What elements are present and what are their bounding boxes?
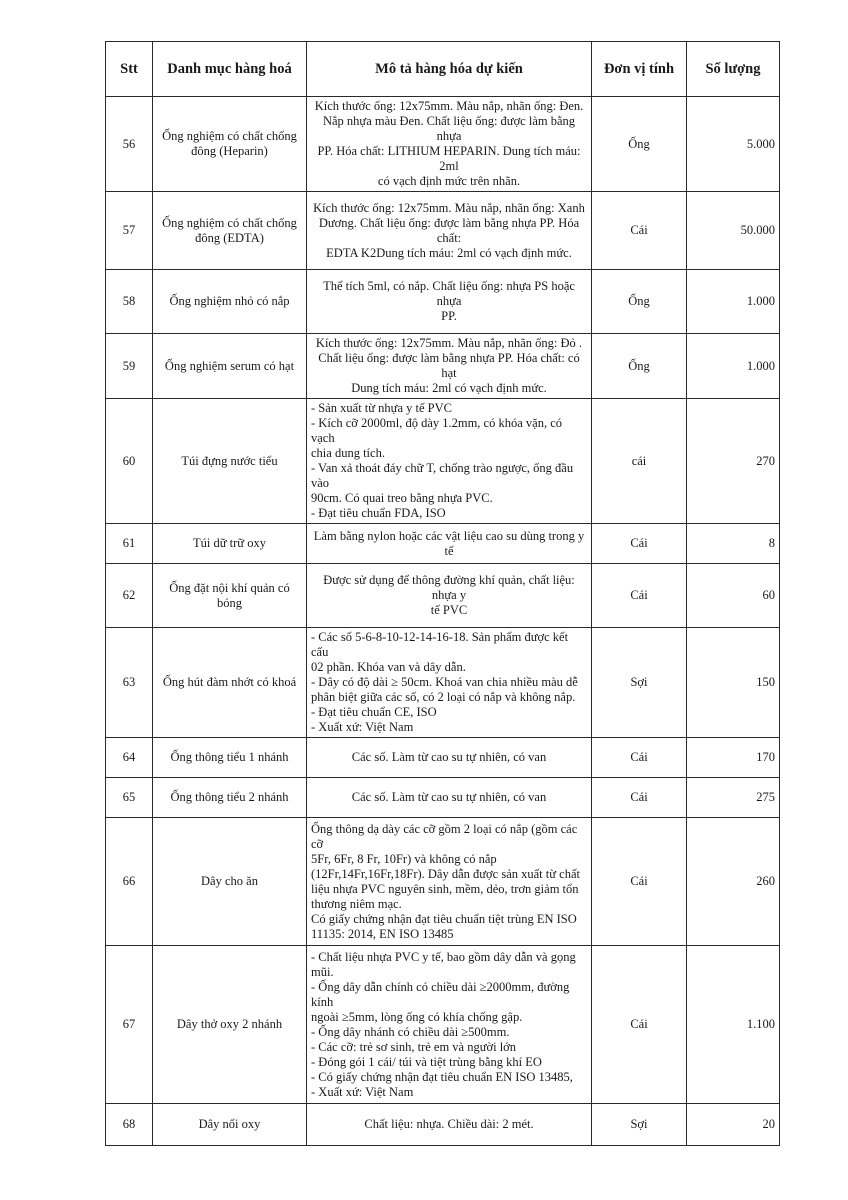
header-description: Mô tả hàng hóa dự kiến [307, 42, 592, 97]
description-line: Được sử dụng để thông đường khí quản, chất liệu: nhựa y [323, 573, 575, 602]
row-unit: Sợi [592, 1104, 687, 1146]
row-stt: 60 [106, 399, 153, 524]
row-quantity: 275 [687, 778, 780, 818]
row-quantity: 1.000 [687, 334, 780, 399]
description-line: EDTA K2Dung tích máu: 2ml có vạch định mức. [326, 245, 572, 260]
row-quantity: 20 [687, 1104, 780, 1146]
description-line: Thể tích 5ml, có nắp. Chất liệu ống: nhựa PS hoặc nhựa [323, 279, 575, 308]
row-item-name: Ống thông tiểu 2 nhánh [153, 778, 307, 818]
table-row [106, 192, 780, 270]
row-quantity: 50.000 [687, 192, 780, 270]
table-row [106, 778, 780, 818]
goods-table [105, 41, 780, 1146]
description-line: - Kích cỡ 2000ml, độ dày 1.2mm, có khóa vặn, có vạch [311, 416, 563, 445]
description-line: Dung tích máu: 2ml có vạch định mức. [351, 381, 547, 395]
description-line: thương niêm mạc. [311, 896, 402, 911]
description-line: Có giấy chứng nhận đạt tiêu chuẩn tiệt trùng EN ISO [311, 911, 577, 926]
row-item-name: Dây cho ăn [153, 818, 307, 946]
row-quantity: 150 [687, 628, 780, 738]
row-stt: 63 [106, 628, 153, 738]
description-line: Kích thước ống: 12x75mm. Màu nắp, nhãn ống: Đỏ . [315, 336, 583, 350]
description-line: 02 phần. Khóa van và dây dẫn. [311, 660, 466, 674]
description-line: Chất liệu: nhựa. Chiều dài: 2 mét. [364, 1117, 534, 1131]
description-line: có vạch định mức trên nhãn. [377, 174, 521, 188]
description-line: - Đóng gói 1 cái/ túi và tiệt trùng bằng khí EO [311, 1054, 542, 1069]
table-row [106, 946, 780, 1104]
row-description [307, 97, 592, 192]
row-quantity: 5.000 [687, 97, 780, 192]
row-item-name: Ống nghiệm nhỏ có nắp [153, 270, 307, 334]
header-quantity: Số lượng [687, 42, 780, 97]
row-item-name: Túi dữ trữ oxy [153, 524, 307, 564]
description-line: 5Fr, 6Fr, 8 Fr, 10Fr) và không có nắp [311, 851, 497, 866]
description-line: - Các số 5-6-8-10-12-14-16-18. Sản phẩm được kết cấu [311, 630, 569, 659]
description-line: - Sản xuất từ nhựa y tế PVC [311, 401, 452, 415]
row-item-name: Ống nghiệm có chất chống đông (Heparin) [153, 97, 307, 192]
table-row [106, 97, 780, 192]
description-line: - Đạt tiêu chuẩn FDA, ISO [311, 506, 446, 520]
row-item-name: Dây nối oxy [153, 1104, 307, 1146]
row-unit: Cái [592, 946, 687, 1104]
row-description [307, 399, 592, 524]
description-line: Kích thước ống: 12x75mm. Màu nắp, nhãn ống: Đen. [314, 99, 584, 113]
header-category: Danh mục hàng hoá [153, 42, 307, 97]
row-stt: 62 [106, 564, 153, 628]
row-item-name: Ống hút đàm nhớt có khoá [153, 628, 307, 738]
row-quantity: 270 [687, 399, 780, 524]
description-line: Làm bằng nylon hoặc các vật liệu cao su dùng trong y tế [313, 528, 585, 558]
row-description [307, 192, 592, 270]
description-line: Nắp nhựa màu Đen. Chất liệu ống: được làm bằng nhựa [322, 114, 576, 143]
description-line: Ống thông dạ dày các cỡ gồm 2 loại có nắp (gồm các cỡ [311, 821, 578, 851]
row-description [307, 564, 592, 628]
description-line: - Ống dây nhánh có chiều dài ≥500mm. [311, 1024, 510, 1039]
description-line: liệu nhựa PVC nguyên sinh, mềm, dẻo, trơn giảm tổn [311, 881, 579, 896]
row-unit: Cái [592, 564, 687, 628]
table-row [106, 1104, 780, 1146]
description-line: chia dung tích. [311, 446, 385, 460]
description-line: 11135: 2014, EN ISO 13485 [311, 926, 454, 941]
description-line: Kích thước ống: 12x75mm. Màu nắp, nhãn ống: Xanh [313, 200, 585, 215]
row-stt: 57 [106, 192, 153, 270]
description-line: - Van xả thoát đáy chữ T, chống trào ngược, ống đầu vào [311, 461, 574, 490]
table-header-row [106, 42, 780, 97]
description-line: - Chất liệu nhựa PVC y tế, bao gồm dây dẫn và gọng mũi. [311, 949, 576, 979]
description-line: - Ống dây dẫn chính có chiều dài ≥2000mm, đường kính [311, 979, 570, 1009]
table-row [106, 564, 780, 628]
row-stt: 68 [106, 1104, 153, 1146]
row-quantity: 8 [687, 524, 780, 564]
row-quantity: 1.100 [687, 946, 780, 1104]
row-description [307, 628, 592, 738]
header-stt: Stt [106, 42, 153, 97]
row-unit: Ống [592, 334, 687, 399]
row-stt: 65 [106, 778, 153, 818]
row-stt: 66 [106, 818, 153, 946]
row-description [307, 270, 592, 334]
row-item-name: Túi đựng nước tiểu [153, 399, 307, 524]
description-line: PP. Hóa chất: LITHIUM HEPARIN. Dung tích máu: 2ml [317, 144, 581, 173]
row-description [307, 778, 592, 818]
row-stt: 58 [106, 270, 153, 334]
table-body [106, 97, 780, 1146]
row-stt: 64 [106, 738, 153, 778]
description-line: - Xuất xứ: Việt Nam [311, 1084, 414, 1099]
description-line: Dương. Chất liệu ống: được làm bằng nhựa PP. Hóa chất: [318, 215, 580, 245]
description-line: 90cm. Có quai treo bằng nhựa PVC. [311, 491, 493, 505]
description-line: - Dây có độ dài ≥ 50cm. Khoá van chia nhiều màu dễ [311, 675, 578, 689]
description-line: - Có giấy chứng nhận đạt tiêu chuẩn EN ISO 13485, [311, 1069, 573, 1084]
header-unit: Đơn vị tính [592, 42, 687, 97]
description-line: Các số. Làm từ cao su tự nhiên, có van [351, 790, 547, 804]
row-unit: Cái [592, 524, 687, 564]
description-line: ngoài ≥5mm, lòng ống có khía chống gập. [311, 1009, 523, 1024]
description-line: phân biệt giữa các số, có 2 loại có nắp và không nắp. [311, 690, 576, 704]
table-row [106, 738, 780, 778]
row-unit: Ống [592, 97, 687, 192]
row-description [307, 1104, 592, 1146]
row-description [307, 334, 592, 399]
description-line: - Đạt tiêu chuẩn CE, ISO [311, 705, 437, 719]
row-unit: Cái [592, 778, 687, 818]
description-line: PP. [441, 309, 457, 323]
row-stt: 56 [106, 97, 153, 192]
row-stt: 59 [106, 334, 153, 399]
row-description [307, 524, 592, 564]
row-description [307, 738, 592, 778]
row-stt: 61 [106, 524, 153, 564]
row-quantity: 1.000 [687, 270, 780, 334]
row-unit: Ống [592, 270, 687, 334]
row-item-name: Ống nghiệm serum có hạt [153, 334, 307, 399]
row-quantity: 260 [687, 818, 780, 946]
row-item-name: Ống đặt nội khí quản có bóng [153, 564, 307, 628]
row-item-name: Ống nghiệm có chất chống đông (EDTA) [153, 192, 307, 270]
table-row [106, 818, 780, 946]
row-quantity: 170 [687, 738, 780, 778]
table-row [106, 334, 780, 399]
description-line: (12Fr,14Fr,16Fr,18Fr). Dây dẫn được sản xuất từ chất [311, 866, 580, 881]
table-row [106, 399, 780, 524]
description-line: - Các cỡ: trẻ sơ sinh, trẻ em và người lớn [311, 1039, 517, 1054]
row-stt: 67 [106, 946, 153, 1104]
row-unit: Cái [592, 818, 687, 946]
description-line: Các số. Làm từ cao su tự nhiên, có van [351, 750, 547, 764]
row-description [307, 818, 592, 946]
table-row [106, 628, 780, 738]
table-row [106, 270, 780, 334]
row-unit: cái [592, 399, 687, 524]
row-unit: Sợi [592, 628, 687, 738]
row-unit: Cái [592, 738, 687, 778]
description-line: Chất liệu ống: được làm bằng nhựa PP. Hóa chất: có hạt [318, 351, 580, 380]
row-item-name: Ống thông tiểu 1 nhánh [153, 738, 307, 778]
row-item-name: Dây thở oxy 2 nhánh [153, 946, 307, 1104]
table-row [106, 524, 780, 564]
row-quantity: 60 [687, 564, 780, 628]
row-description [307, 946, 592, 1104]
description-line: tế PVC [430, 603, 468, 617]
description-line: - Xuất xứ: Việt Nam [311, 720, 414, 734]
row-unit: Cái [592, 192, 687, 270]
